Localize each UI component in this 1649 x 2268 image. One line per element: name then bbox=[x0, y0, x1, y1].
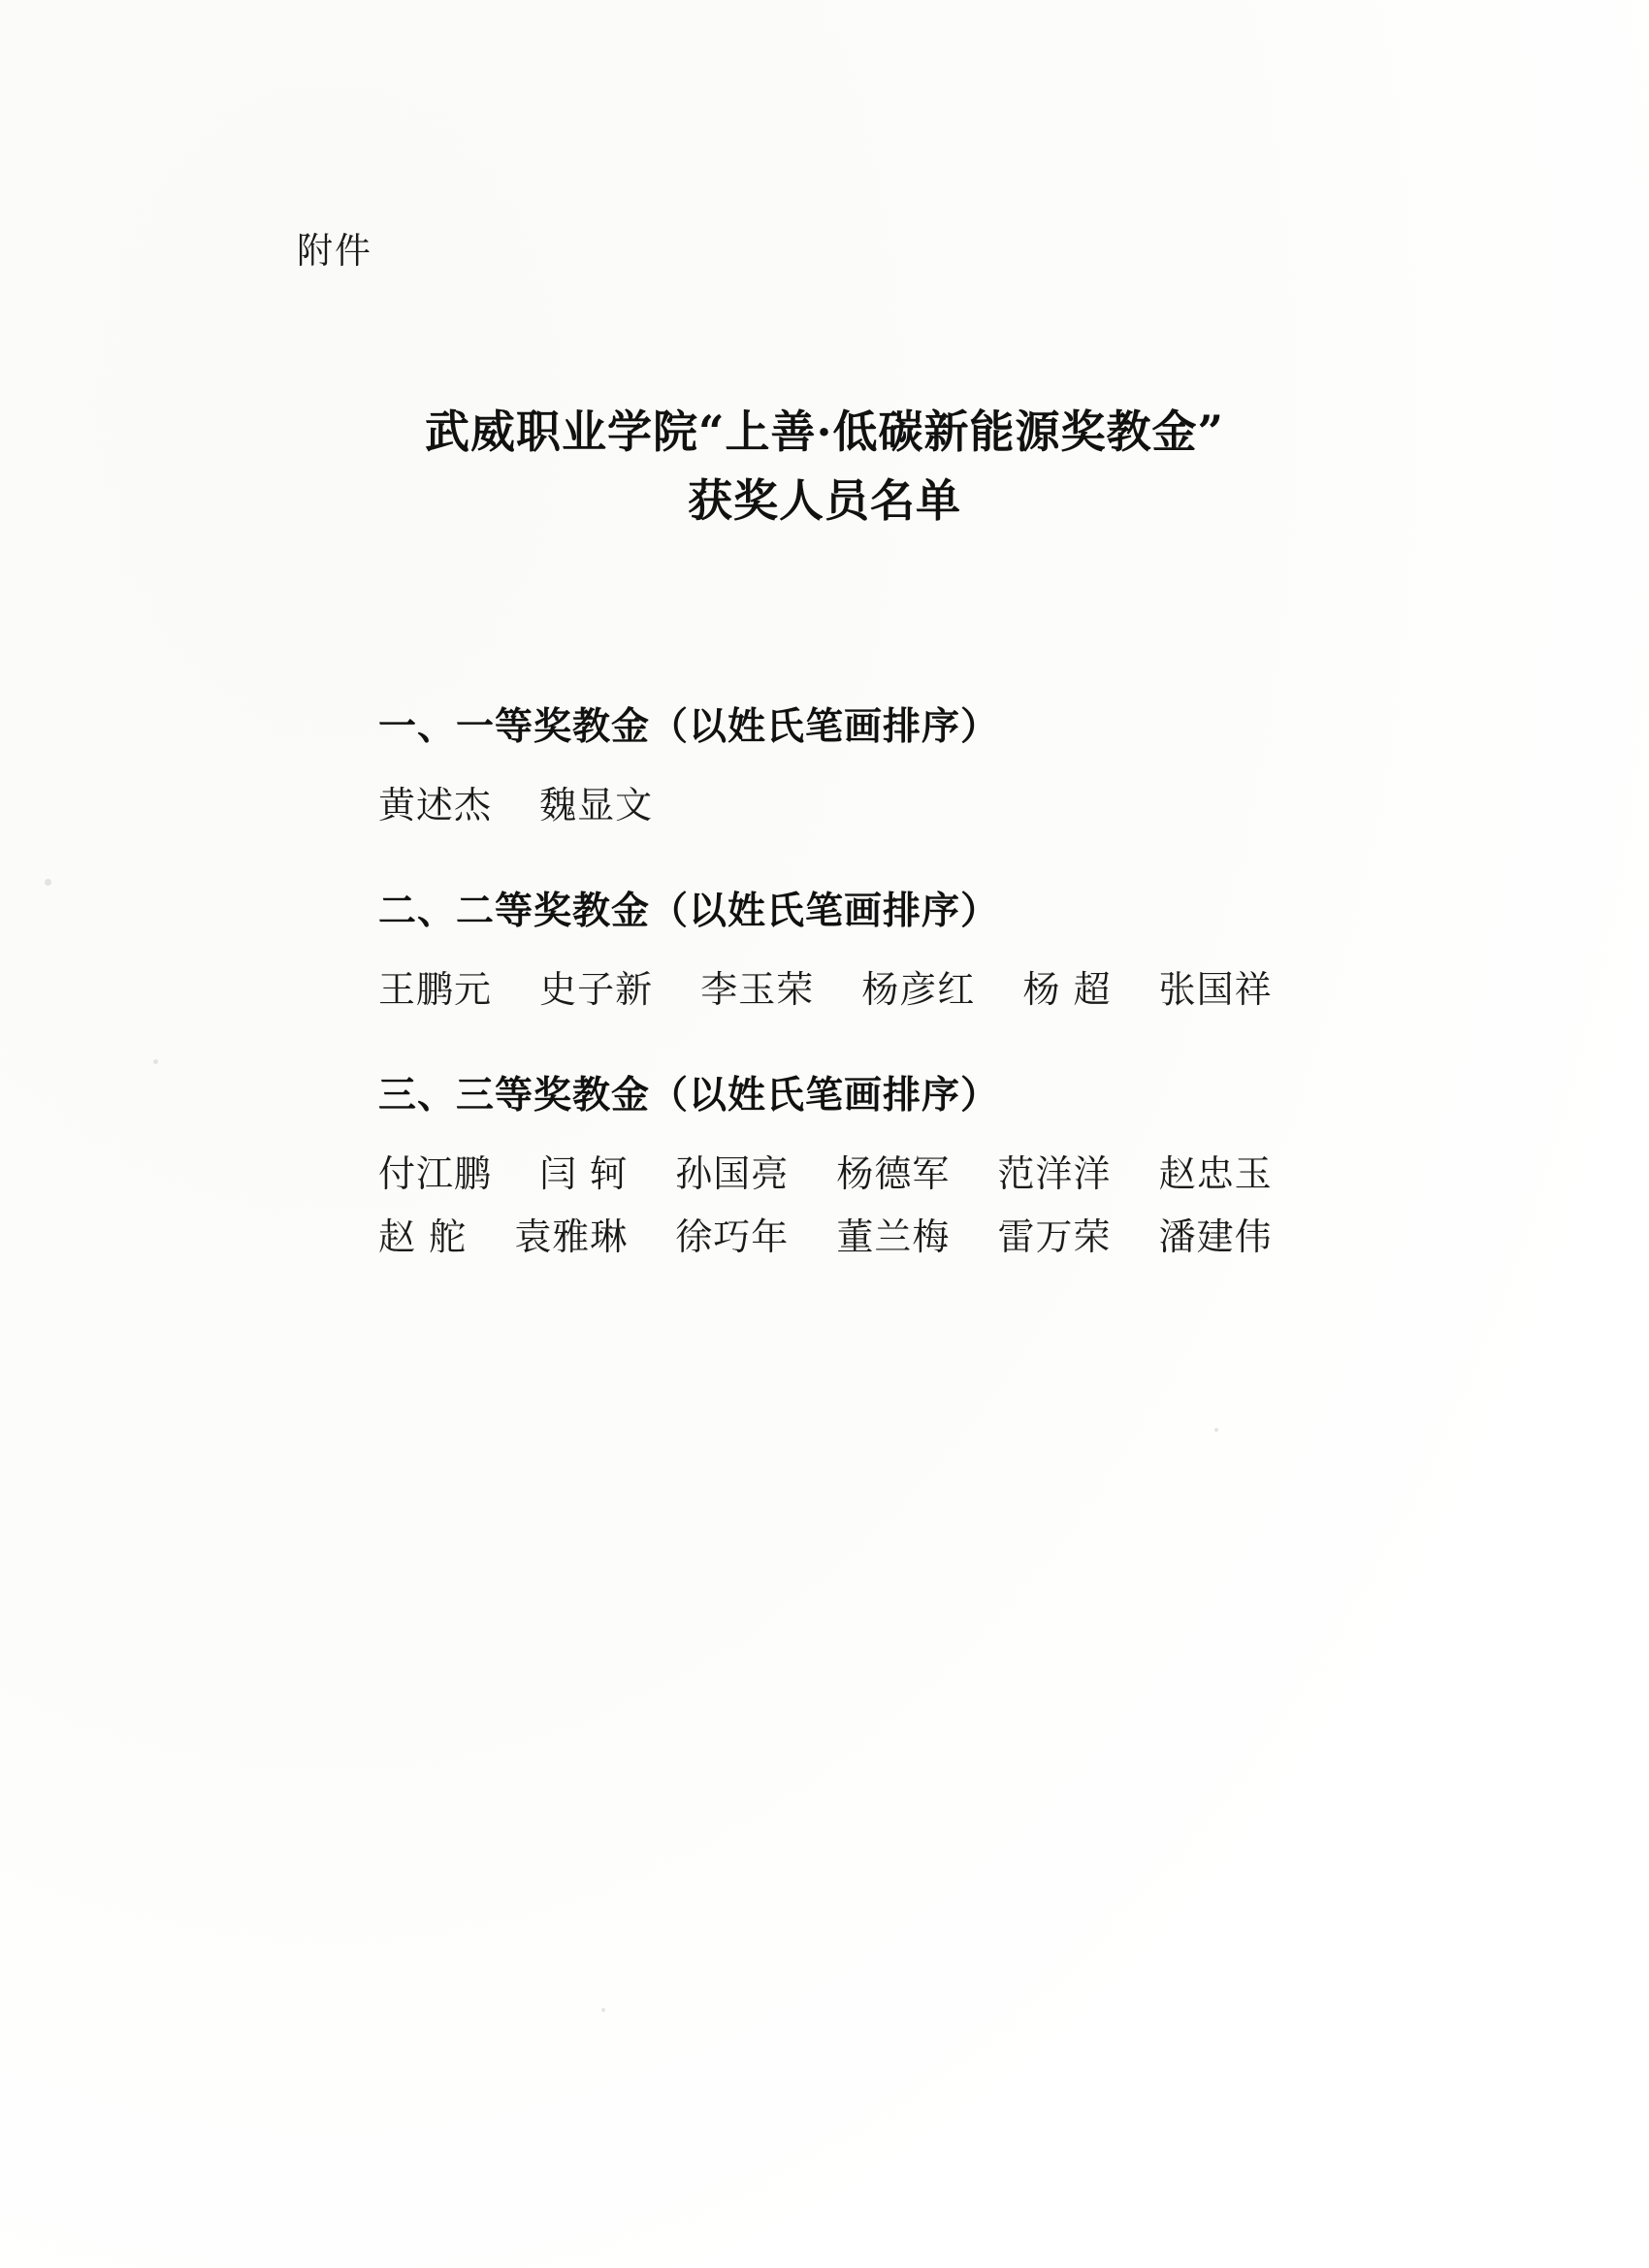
awardee-name: 王鹏元 bbox=[378, 968, 493, 1012]
awardee-name: 范洋洋 bbox=[997, 1151, 1112, 1195]
awardee-name: 黄述杰 bbox=[378, 784, 493, 827]
awardee-name: 李玉荣 bbox=[700, 968, 815, 1012]
scan-speck bbox=[601, 2008, 605, 2012]
scan-speck bbox=[45, 879, 51, 886]
awardee-name: 雷万荣 bbox=[997, 1215, 1112, 1259]
awardee-name: 杨德军 bbox=[836, 1151, 951, 1195]
awardee-name: 张国祥 bbox=[1158, 968, 1273, 1012]
attachment-label: 附件 bbox=[297, 230, 372, 272]
section-heading-third-prize: 三、三等奖教金（以姓氏笔画排序） bbox=[378, 1072, 1000, 1118]
awardee-name: 赵 舵 bbox=[378, 1215, 468, 1259]
awardee-name: 史子新 bbox=[539, 968, 654, 1012]
awardee-name: 赵忠玉 bbox=[1158, 1151, 1273, 1195]
name-row bbox=[378, 774, 1348, 837]
awardee-name: 魏显文 bbox=[539, 784, 654, 827]
name-row bbox=[378, 1206, 1348, 1269]
awardee-name: 董兰梅 bbox=[836, 1215, 951, 1259]
awardee-name: 闫 轲 bbox=[539, 1151, 629, 1195]
section-heading-second-prize: 二、二等奖教金（以姓氏笔画排序） bbox=[378, 888, 1000, 933]
awardee-name: 孙国亮 bbox=[675, 1151, 790, 1195]
name-row bbox=[378, 958, 1348, 1021]
scan-speck bbox=[1214, 1428, 1218, 1432]
name-row bbox=[378, 1143, 1348, 1206]
award-section-third bbox=[378, 1065, 1348, 1270]
award-section-first bbox=[378, 697, 1348, 838]
section-heading-first-prize: 一、一等奖教金（以姓氏笔画排序） bbox=[378, 704, 1000, 749]
award-section-second bbox=[378, 881, 1348, 1022]
awardee-name: 杨 超 bbox=[1022, 968, 1112, 1012]
page-title-line-1: 武威职业学院“上善·低碳新能源奖教金” bbox=[425, 405, 1224, 458]
awardee-name: 潘建伟 bbox=[1158, 1215, 1273, 1259]
awardee-name: 杨彦红 bbox=[861, 968, 976, 1012]
page-title-line-2: 获奖人员名单 bbox=[688, 474, 961, 528]
awardee-name: 徐巧年 bbox=[675, 1215, 790, 1259]
awardee-name: 袁雅琳 bbox=[514, 1215, 629, 1259]
award-list bbox=[378, 697, 1348, 1278]
page-title bbox=[0, 398, 1649, 536]
awardee-name: 付江鹏 bbox=[378, 1151, 493, 1195]
scan-speck bbox=[153, 1059, 158, 1064]
